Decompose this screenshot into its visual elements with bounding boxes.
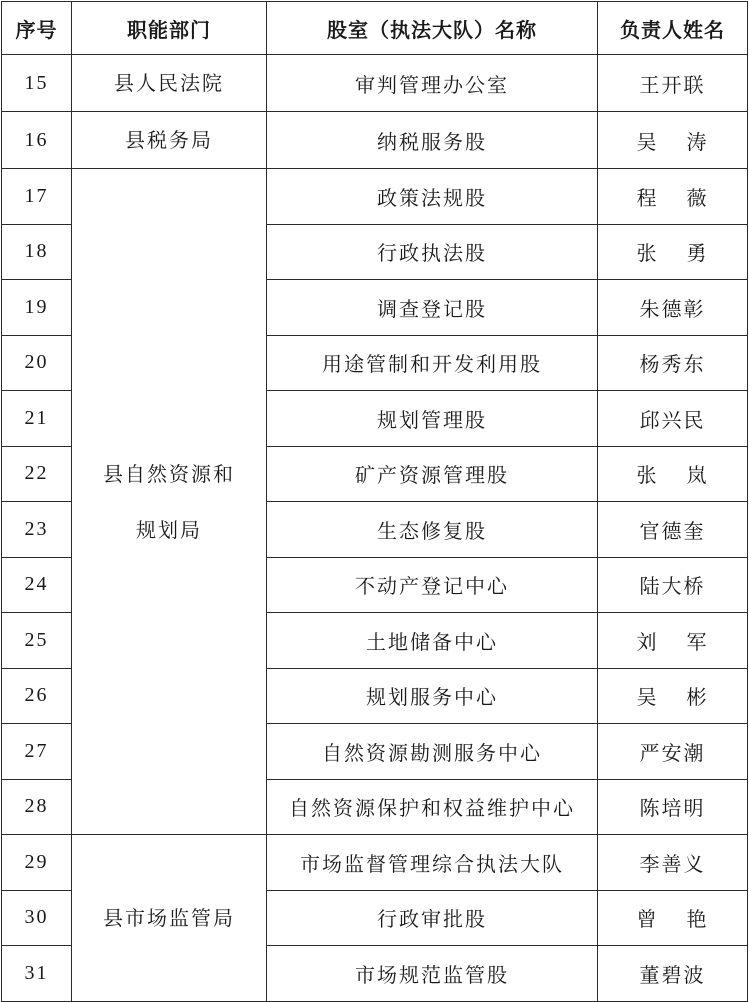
department-cell <box>72 835 267 1002</box>
person-name-cell: 董碧波 <box>598 946 748 1002</box>
office-name-cell: 用途管制和开发利用股 <box>267 335 598 391</box>
table-row <box>2 169 748 225</box>
seq-cell: 31 <box>2 946 72 1002</box>
person-name-cell: 张 岚 <box>598 446 748 502</box>
seq-cell: 22 <box>2 446 72 502</box>
person-name-cell: 陆大桥 <box>598 557 748 613</box>
department-cell <box>72 55 267 112</box>
office-name-cell: 纳税服务股 <box>267 112 598 169</box>
seq-cell: 17 <box>2 169 72 225</box>
seq-cell: 23 <box>2 502 72 558</box>
person-name-cell: 王开联 <box>598 55 748 112</box>
person-name-cell: 曾 艳 <box>598 890 748 946</box>
office-name-cell: 行政执法股 <box>267 224 598 280</box>
department-name-line: 县市场监管局 <box>103 905 235 930</box>
seq-cell: 28 <box>2 779 72 835</box>
seq-cell: 24 <box>2 557 72 613</box>
seq-cell: 26 <box>2 668 72 724</box>
office-name-cell: 规划服务中心 <box>267 668 598 724</box>
responsible-person-table <box>1 1 748 1002</box>
office-name-cell: 调查登记股 <box>267 280 598 336</box>
office-name-cell: 政策法规股 <box>267 169 598 225</box>
person-name-cell: 吴 涛 <box>598 112 748 169</box>
table-body <box>2 55 748 1002</box>
office-name-cell: 自然资源保护和权益维护中心 <box>267 779 598 835</box>
office-name-cell: 土地储备中心 <box>267 613 598 669</box>
department-name-line: 县人民法院 <box>114 71 224 95</box>
office-name-cell: 矿产资源管理股 <box>267 446 598 502</box>
person-name-cell: 朱德彰 <box>598 280 748 336</box>
person-name-cell: 张 勇 <box>598 224 748 280</box>
header-department: 职能部门 <box>72 2 267 55</box>
department-cell <box>72 169 267 835</box>
person-name-cell: 李善义 <box>598 835 748 891</box>
office-name-cell: 行政审批股 <box>267 890 598 946</box>
seq-cell: 21 <box>2 391 72 447</box>
seq-cell: 20 <box>2 335 72 391</box>
office-name-cell: 生态修复股 <box>267 502 598 558</box>
person-name-cell: 杨秀东 <box>598 335 748 391</box>
office-name-cell: 市场监督管理综合执法大队 <box>267 835 598 891</box>
person-name-cell: 程 薇 <box>598 169 748 225</box>
person-name-cell: 官德奎 <box>598 502 748 558</box>
department-name-line: 规划局 <box>136 517 202 542</box>
seq-cell: 15 <box>2 55 72 112</box>
person-name-cell: 刘 军 <box>598 613 748 669</box>
seq-cell: 18 <box>2 224 72 280</box>
office-name-cell: 不动产登记中心 <box>267 557 598 613</box>
office-name-cell: 自然资源勘测服务中心 <box>267 724 598 780</box>
seq-cell: 29 <box>2 835 72 891</box>
office-name-cell: 规划管理股 <box>267 391 598 447</box>
person-name-cell: 陈培明 <box>598 779 748 835</box>
department-name-line: 县税务局 <box>125 128 213 152</box>
seq-cell: 30 <box>2 890 72 946</box>
person-name-cell: 严安潮 <box>598 724 748 780</box>
department-name-line: 县自然资源和 <box>103 461 235 486</box>
person-name-cell: 邱兴民 <box>598 391 748 447</box>
department-cell <box>72 112 267 169</box>
table-row <box>2 55 748 112</box>
header-row <box>2 2 748 55</box>
header-seq: 序号 <box>2 2 72 55</box>
office-name-cell: 审判管理办公室 <box>267 55 598 112</box>
office-name-cell: 市场规范监管股 <box>267 946 598 1002</box>
seq-cell: 25 <box>2 613 72 669</box>
seq-cell: 27 <box>2 724 72 780</box>
header-office: 股室（执法大队）名称 <box>267 2 598 55</box>
seq-cell: 19 <box>2 280 72 336</box>
person-name-cell: 吴 彬 <box>598 668 748 724</box>
table-row <box>2 112 748 169</box>
table-row <box>2 835 748 891</box>
seq-cell: 16 <box>2 112 72 169</box>
header-person: 负责人姓名 <box>598 2 748 55</box>
